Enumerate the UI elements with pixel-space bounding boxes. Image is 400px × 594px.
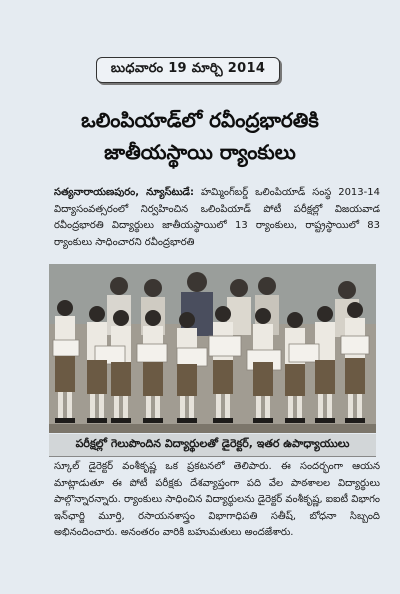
article-lead-text: హమ్మింగ్‌బర్డ్ ఒలింపియాడ్ సంస్థ 2013-14 విద్యాసంవత్సరంలో నిర్వహించిన ఒలింపియాడ్ పోటీ పరీక్షల్లో విజయవాడ రవీంద్రభారతి విద్యార్థులు జాతీయస్థాయిలో 13 ర్యాంకులు, రాష్ట్రస్థాయిలో 83 ర్యాంకులు సాధించారని రవీంద్రభారతి — [54, 187, 380, 248]
article-continuation-text: స్కూల్ డైరెక్టర్ వంశీకృష్ణ ఒక ప్రకటనలో తెలిపారు. ఈ సందర్భంగా ఆయన మాట్లాడుతూ ఈ పోటీ పరీక్షకు దేశవ్యాప్తంగా పది వేల పాఠశాలల విద్యార్థులు పాల్గొన్నారన్నారు. ర్యాంకులు సాధించిన విద్యార్థులను డైరెక్టర్ వంశీకృష్ణ, ఐఐటీ విభాగం ఇన్‌ఛార్జి మూర్తి, రసాయనశాస్త్రం విభాగాధిపతి సతీష్, బోధనా సిబ్బంది అభినందించారు. అనంతరం వారికి బహుమతులు అందజేశారు. — [54, 461, 380, 538]
photo-caption: పరీక్షల్లో గెలుపొందిన విద్యార్థులతో డైరెక్టర్, ఇతర ఉపాధ్యాయులు — [49, 434, 376, 457]
article-lead — [54, 185, 380, 251]
group-photo — [49, 264, 376, 433]
headline-line-1: ఒలింపియాడ్‌లో రవీంద్రభారతికి — [81, 108, 319, 132]
group-photo-illustration — [49, 264, 376, 433]
article-continuation — [54, 459, 380, 542]
dateline: బుధవారం 19 మార్చి 2014 — [96, 57, 280, 83]
byline: సత్యనారాయణపురం, న్యూస్‌టుడే: — [54, 187, 195, 198]
headline-line-2: జాతీయస్థాయి ర్యాంకులు — [104, 140, 296, 164]
